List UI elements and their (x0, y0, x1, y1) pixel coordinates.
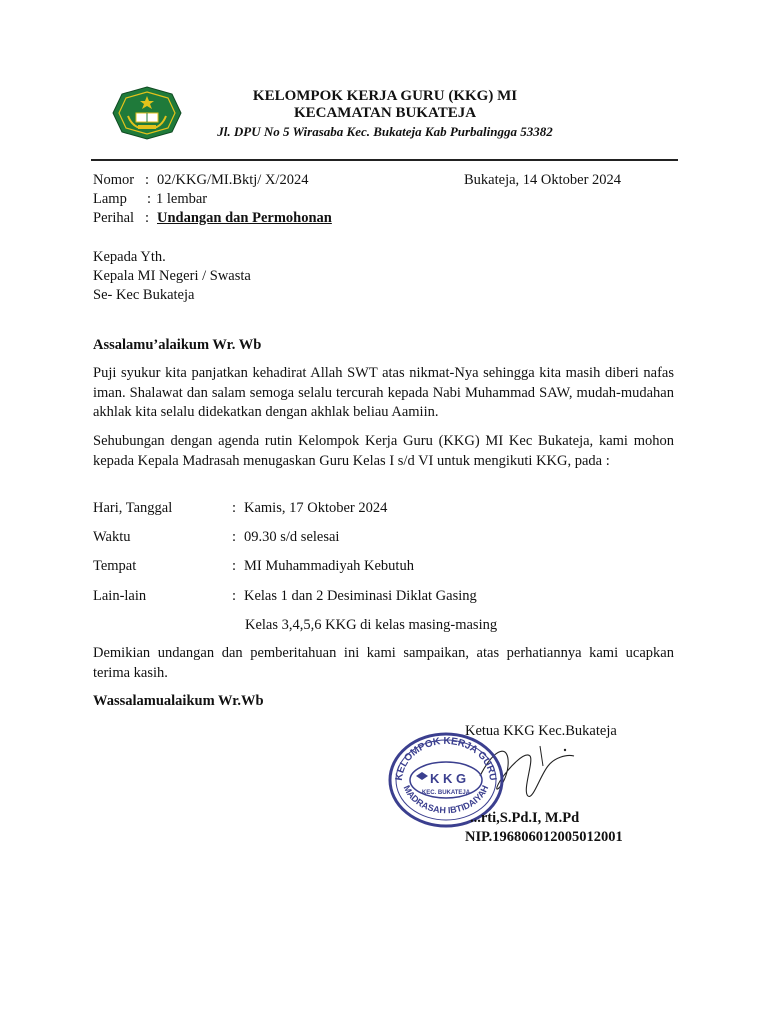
recipient-line-1: Kepada Yth. (93, 249, 166, 265)
lamp-label: Lamp (93, 191, 127, 207)
stamp-sub-text: KEC. BUKATEJA (421, 790, 471, 796)
detail-sep-date: : (232, 500, 237, 516)
detail-value-place: MI Muhammadiyah Kebutuh (244, 558, 414, 574)
detail-label-place: Tempat (93, 558, 137, 574)
signer-name: ...rti,S.Pd.I, M.Pd (470, 810, 580, 826)
detail-label-date: Hari, Tanggal (93, 500, 173, 516)
closing-greeting: Wassalamualaikum Wr.Wb (93, 693, 264, 709)
letterhead-district: KECAMATAN BUKATEJA (293, 105, 477, 121)
detail-sep-place: : (232, 558, 237, 574)
detail-value-time: 09.30 s/d selesai (244, 529, 340, 545)
perihal-sep: : (145, 210, 150, 226)
nomor-value: 02/KKG/MI.Bktj/ X/2024 (157, 172, 309, 188)
lamp-value: 1 lembar (156, 191, 208, 207)
stamp-emblem-icon (416, 772, 428, 780)
recipient-line-3: Se- Kec Bukateja (93, 287, 195, 303)
place-date: Bukateja, 14 Oktober 2024 (464, 172, 622, 188)
opening-greeting: Assalamu’alaikum Wr. Wb (93, 337, 262, 353)
kemenag-logo-icon (112, 86, 182, 140)
recipient-line-2: Kepala MI Negeri / Swasta (93, 268, 251, 284)
stamp-top-text: KELOMPOK KERJA GURU (393, 735, 499, 782)
perihal-value: Undangan dan Permohonan (157, 210, 332, 226)
detail-value-date: Kamis, 17 Oktober 2024 (244, 500, 388, 516)
detail-value-other: Kelas 1 dan 2 Desiminasi Diklat Gasing (244, 588, 477, 604)
closing-paragraph: Demikian undangan dan pemberitahuan ini kami sampaikan, atas perhatiannya kami ucapkan terima kasih. (93, 645, 674, 681)
stamp-center-text: K K G (429, 771, 467, 786)
detail-value-other-extra: Kelas 3,4,5,6 KKG di kelas masing-masing (245, 617, 498, 633)
detail-label-other: Lain-lain (93, 588, 147, 604)
detail-sep-other: : (232, 588, 237, 604)
letterhead (190, 88, 580, 141)
perihal-label: Perihal (93, 210, 135, 226)
nomor-sep: : (145, 172, 150, 188)
signer-nip: NIP.196806012005012001 (465, 829, 623, 845)
letterhead-org-name: KELOMPOK KERJA GURU (KKG) MI (252, 88, 518, 104)
letterhead-divider (91, 159, 678, 161)
lamp-sep: : (147, 191, 152, 207)
paragraph-2: Sehubungan dengan agenda rutin Kelompok Kerja Guru (KKG) MI Kec Bukateja, kami mohon kepada Kepala Madrasah menugaskan Guru Kelas I s/d VI untuk mengikuti KKG, pada : (93, 433, 674, 469)
detail-label-time: Waktu (93, 529, 131, 545)
paragraph-1: Puji syukur kita panjatkan kehadirat Allah SWT atas nikmat-Nya sehingga kita masih diberi nafas iman. Shalawat dan salam semoga selalu tercurah kepada Nabi Muhammad SAW, mudah-mudahan akhlak kita selalu didekatkan dengan akhlak beliau Aamiin. (93, 365, 674, 420)
detail-sep-time: : (232, 529, 237, 545)
nomor-label: Nomor (93, 172, 135, 188)
signer-title: Ketua KKG Kec.Bukateja (465, 723, 617, 739)
letterhead-address: Jl. DPU No 5 Wirasaba Kec. Bukateja Kab Purbalingga 53382 (217, 124, 553, 139)
stamp-bottom-text: MADRASAH IBTIDAIYAH (401, 783, 491, 816)
